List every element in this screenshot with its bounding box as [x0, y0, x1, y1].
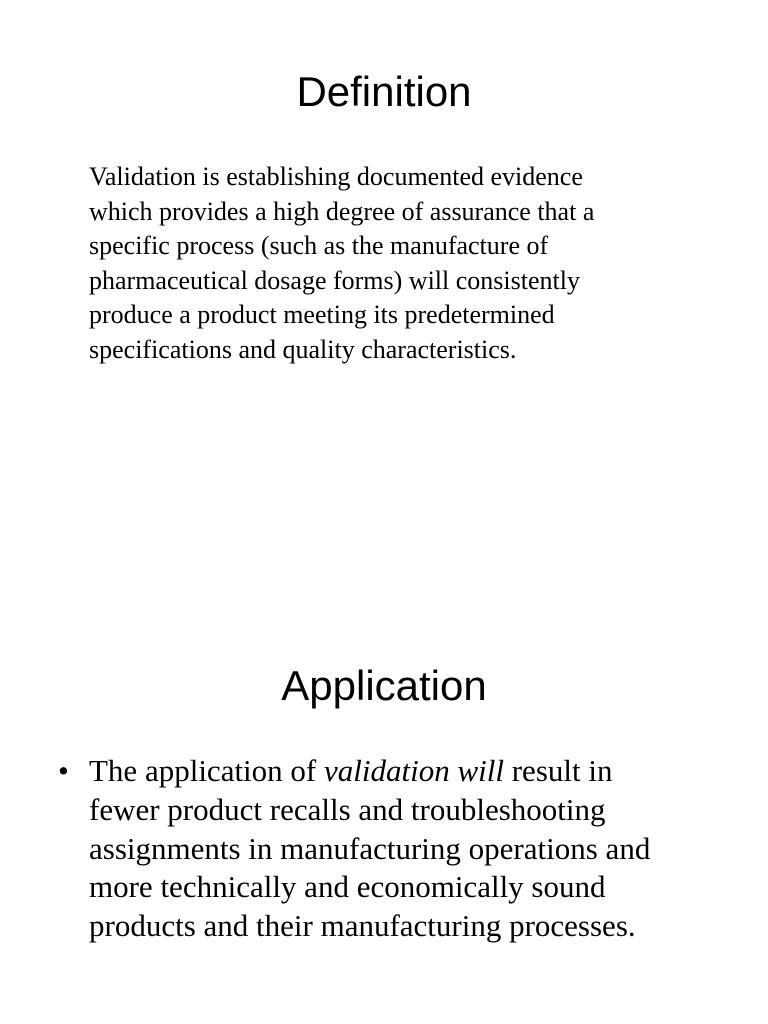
- paragraph-line: produce a product meeting its predetermined: [89, 300, 555, 329]
- bullet-line: [89, 752, 768, 791]
- bullet-text: result in: [503, 753, 613, 788]
- bullet-text: The application of: [89, 753, 324, 788]
- slide-title: Application: [281, 662, 487, 709]
- paragraph-line: specific process (such as the manufacture of: [89, 231, 549, 260]
- bullet-emphasis: validation will: [324, 753, 504, 788]
- paragraph-line: which provides a high degree of assurance that a: [89, 196, 595, 226]
- slide-title: Definition: [296, 68, 472, 115]
- bullet-line: products and their manufacturing processes.: [89, 908, 636, 944]
- bullet-list: [0, 752, 768, 946]
- slide-application: [0, 512, 768, 1024]
- bullet-line: assignments in manufacturing operations and: [89, 830, 651, 866]
- paragraph-line: Validation is establishing documented evidence: [89, 162, 583, 191]
- paragraph-line: specifications and quality characteristics.: [89, 334, 517, 364]
- bullet-item: [0, 752, 768, 946]
- paragraph-line: pharmaceutical dosage forms) will consistently: [89, 265, 580, 295]
- definition-paragraph: [89, 160, 689, 367]
- bullet-icon: •: [58, 753, 69, 788]
- bullet-line: more technically and economically sound: [89, 869, 606, 905]
- bullet-line: fewer product recalls and troubleshooting: [89, 791, 606, 827]
